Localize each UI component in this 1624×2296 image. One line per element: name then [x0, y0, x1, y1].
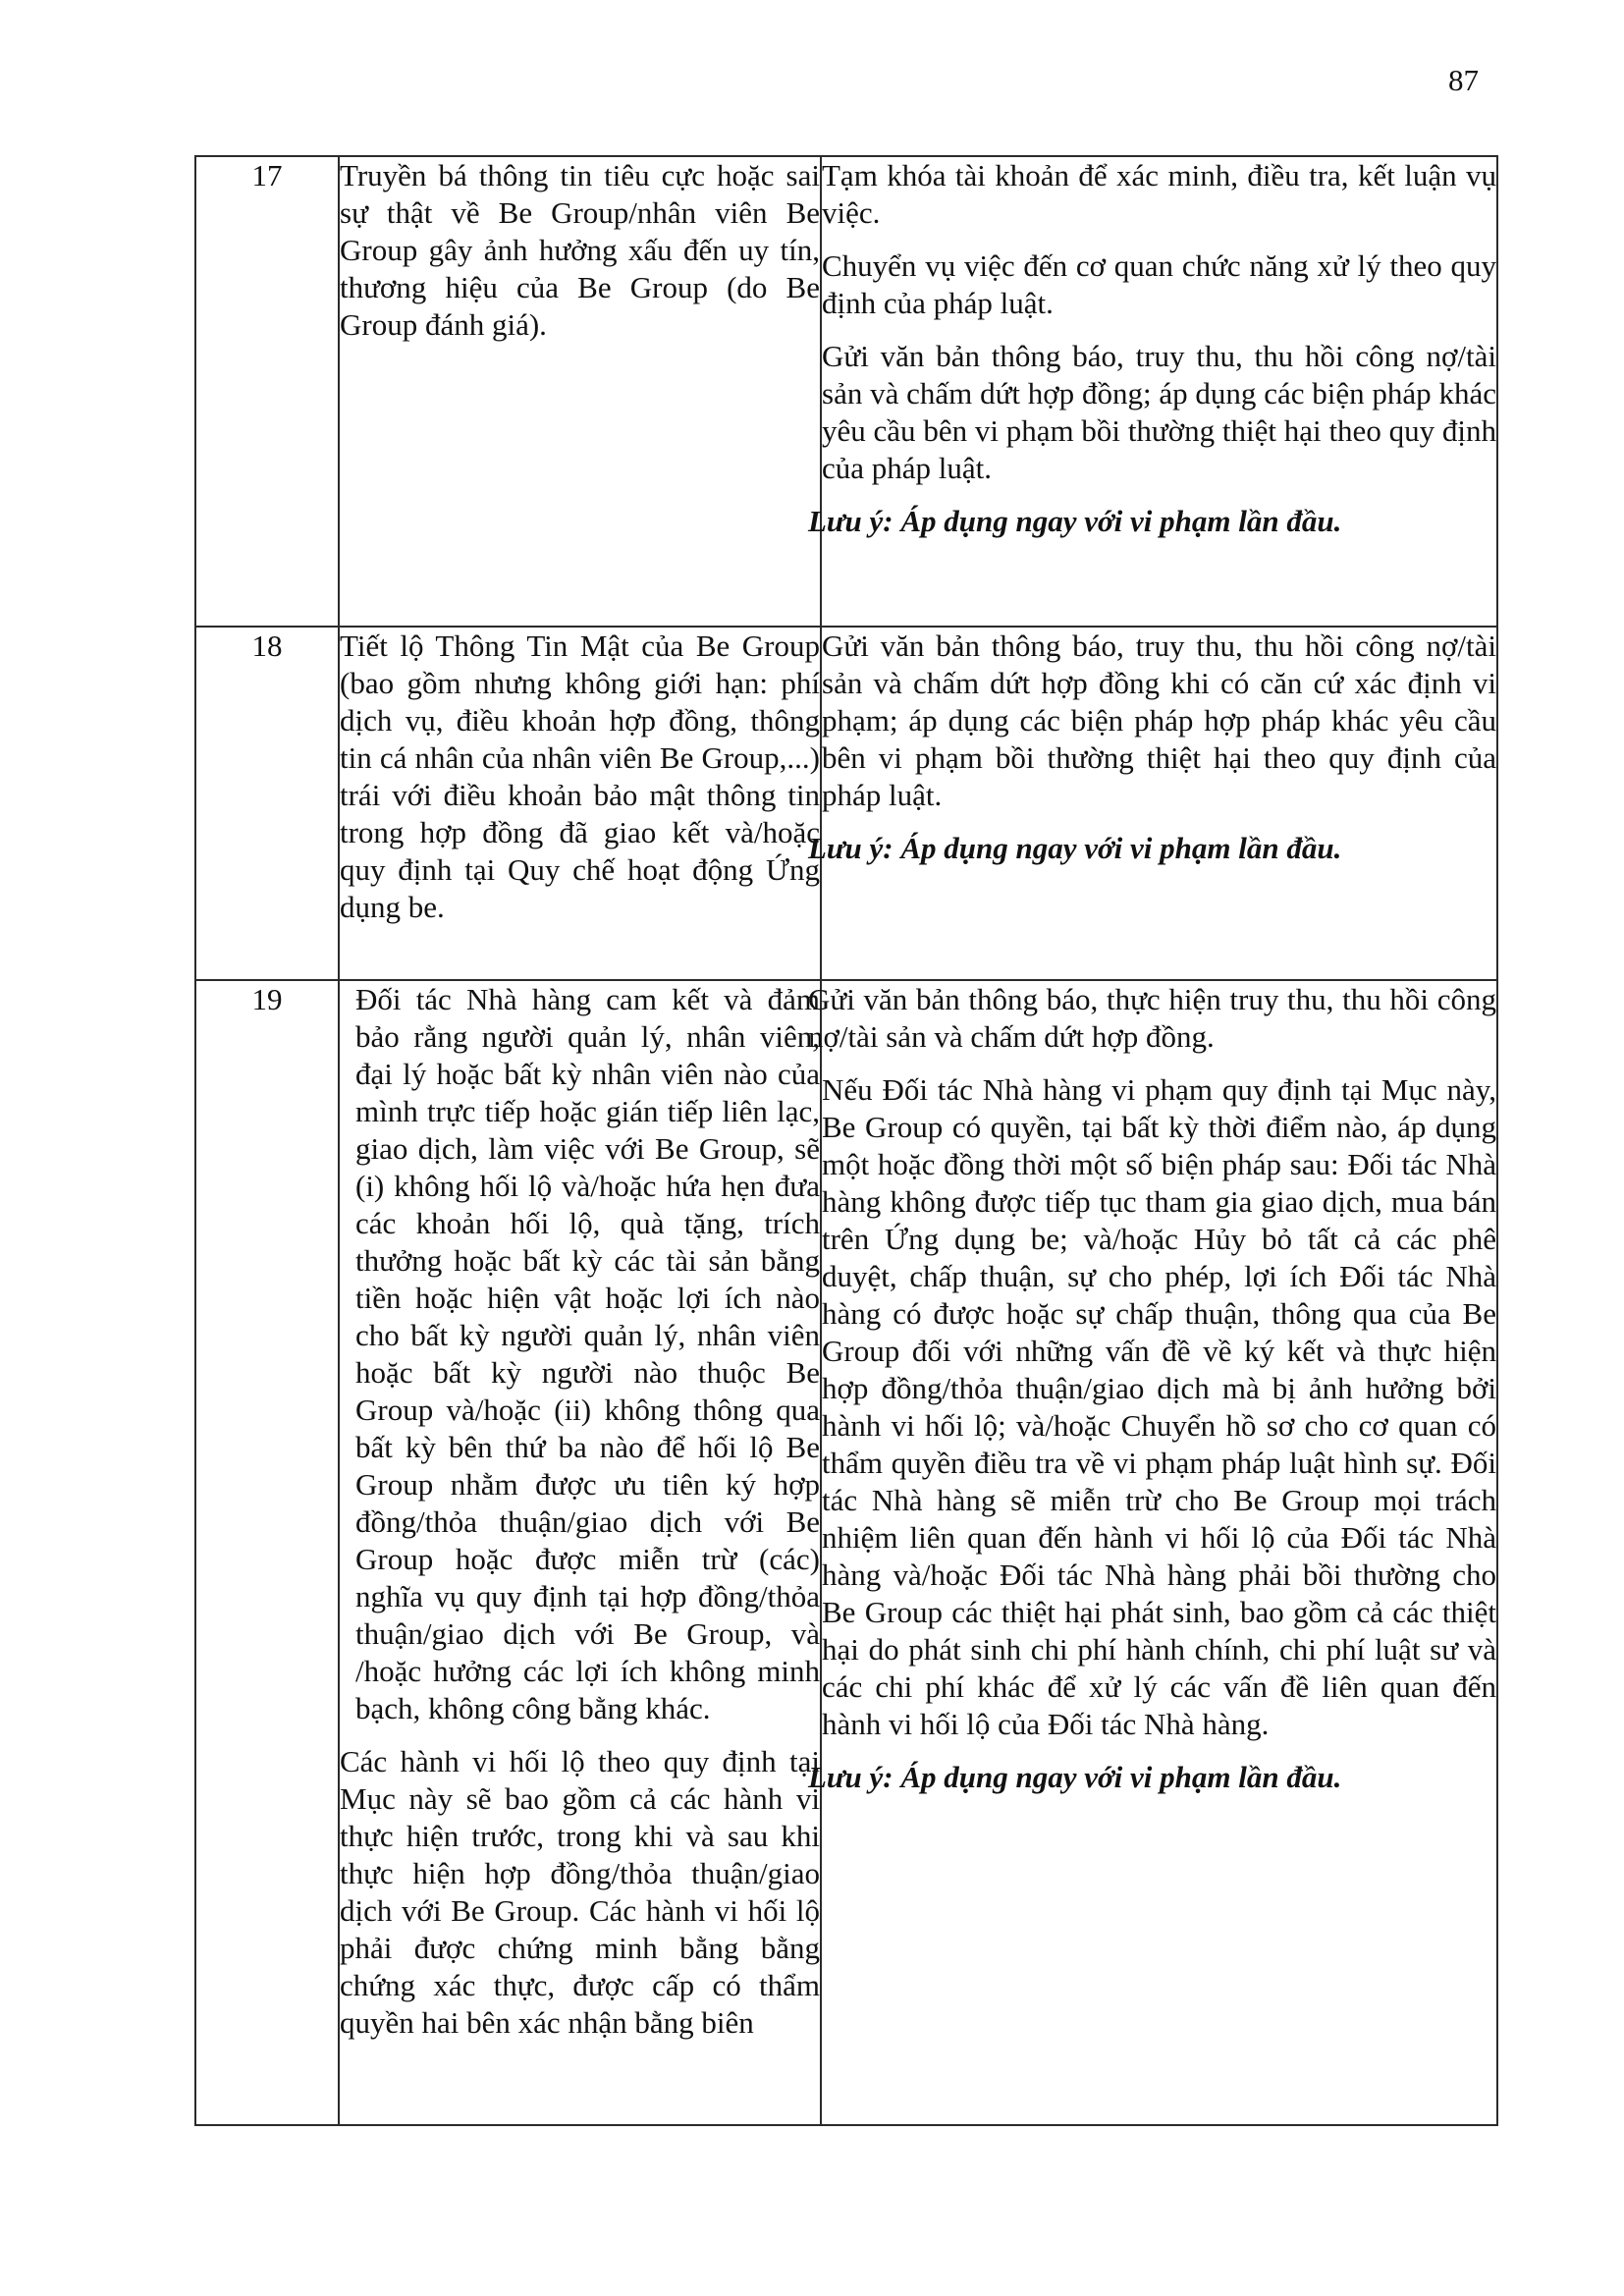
description-paragraph: Các hành vi hối lộ theo quy định tại Mục này sẽ bao gồm cả các hành vi thực hiện trước, trong khi và sau khi thực hiện hợp đồng/thỏa thuận/giao dịch với Be Group. Các hành vi hối lộ phải được chứng minh bằng bằng chứng xác thực, được cấp có thẩm quyền hai bên xác nhận bằng biên: [340, 1744, 820, 2040]
sanction-measures: [808, 980, 1497, 2125]
description-paragraph: Tiết lộ Thông Tin Mật của Be Group (bao gồm nhưng không giới hạn: phí dịch vụ, điều khoản hợp đồng, thông tin cá nhân của nhân viên Be Group,...) trái với điều khoản bảo mật thông tin trong hợp đồng đã giao kết và/hoặc quy định tại Quy chế hoạt động Ứng dụng be.: [340, 629, 820, 924]
violation-description: [339, 627, 821, 980]
violation-description: [339, 980, 821, 2125]
table-row: [195, 980, 1497, 2125]
description-paragraph: Đối tác Nhà hàng cam kết và đảm bảo rằng người quản lý, nhân viên, đại lý hoặc bất kỳ nhân viên nào của mình trực tiếp hoặc gián tiếp liên lạc, giao dịch, làm việc với Be Group, sẽ (i) không hối lộ và/hoặc hứa hẹn đưa các khoản hối lộ, quà tặng, trích thưởng hoặc bất kỳ các tài sản bằng tiền hoặc hiện vật hoặc lợi ích nào cho bất kỳ người quản lý, nhân viên hoặc bất kỳ người nào thuộc Be Group và/hoặc (ii) không thông qua bất kỳ bên thứ ba nào để hối lộ Be Group nhằm được ưu tiên ký hợp đồng/thỏa thuận/giao dịch với Be Group hoặc được miễn trừ (các) nghĩa vụ quy định tại hợp đồng/thỏa thuận/giao dịch với Be Group, và /hoặc hưởng các lợi ích không minh bạch, không công bằng khác.: [355, 982, 820, 1725]
violations-table: [194, 155, 1498, 2126]
table-row: [195, 156, 1497, 627]
page-number: 87: [1448, 63, 1479, 97]
row-number: 17: [195, 156, 339, 627]
table-row: [195, 627, 1497, 980]
row-number: 18: [195, 627, 339, 980]
description-paragraph: Truyền bá thông tin tiêu cực hoặc sai sự thật về Be Group/nhân viên Be Group gây ảnh hưởng xấu đến uy tín, thương hiệu của Be Group (do Be Group đánh giá).: [340, 158, 820, 342]
note: Lưu ý: Áp dụng ngay với vi phạm lần đầu.: [808, 504, 1342, 538]
sanction-paragraph: Gửi văn bản thông báo, truy thu, thu hồi công nợ/tài sản và chấm dứt hợp đồng; áp dụng các biện pháp khác yêu cầu bên vi phạm bồi thường thiệt hại theo quy định của pháp luật.: [822, 339, 1496, 485]
sanction-paragraph: Gửi văn bản thông báo, truy thu, thu hồi công nợ/tài sản và chấm dứt hợp đồng khi có căn cứ xác định vi phạm; áp dụng các biện pháp hợp pháp khác yêu cầu bên vi phạm bồi thường thiệt hại theo quy định của pháp luật.: [822, 629, 1496, 812]
sanction-paragraph: Tạm khóa tài khoản để xác minh, điều tra, kết luận vụ việc.: [822, 158, 1496, 230]
sanction-paragraph: Chuyển vụ việc đến cơ quan chức năng xử lý theo quy định của pháp luật.: [822, 248, 1496, 320]
sanction-paragraph: Nếu Đối tác Nhà hàng vi phạm quy định tại Mục này, Be Group có quyền, tại bất kỳ thời điểm nào, áp dụng một hoặc đồng thời một số biện pháp sau: Đối tác Nhà hàng không được tiếp tục tham gia giao dịch, mua bán trên Ứng dụng be; và/hoặc Hủy bỏ tất cả các phê duyệt, chấp thuận, sự cho phép, lợi ích Đối tác Nhà hàng có được hoặc sự chấp thuận, thông qua của Be Group đối với những vấn đề về ký kết và thực hiện hợp đồng/thỏa thuận/giao dịch mà bị ảnh hưởng bởi hành vi hối lộ; và/hoặc Chuyển hồ sơ cho cơ quan có thẩm quyền điều tra về vi phạm pháp luật hình sự. Đối tác Nhà hàng sẽ miễn trừ cho Be Group mọi trách nhiệm liên quan đến hành vi hối lộ của Đối tác Nhà hàng và/hoặc Đối tác Nhà hàng phải bồi thường cho Be Group các thiệt hại phát sinh, bao gồm cả các thiệt hại do phát sinh chi phí hành chính, chi phí luật sư và các chi phí khác để xử lý các vấn đề liên quan đến hành vi hối lộ của Đối tác Nhà hàng.: [822, 1072, 1496, 1741]
note: Lưu ý: Áp dụng ngay với vi phạm lần đầu.: [808, 1760, 1342, 1794]
sanction-paragraph: Gửi văn bản thông báo, thực hiện truy thu, thu hồi công nợ/tài sản và chấm dứt hợp đồng.: [808, 982, 1496, 1054]
row-number: 19: [195, 980, 339, 2125]
violation-description: [339, 156, 821, 627]
note: Lưu ý: Áp dụng ngay với vi phạm lần đầu.: [808, 831, 1342, 865]
sanction-measures: [808, 156, 1497, 627]
sanction-measures: [808, 627, 1497, 980]
